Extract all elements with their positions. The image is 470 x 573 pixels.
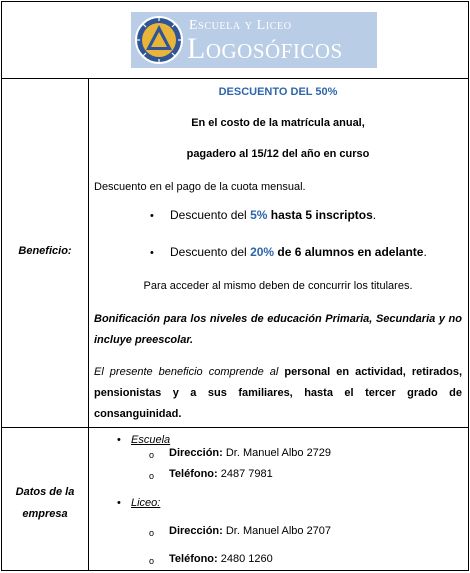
phone-line: Teléfono: 2480 1260 — [169, 553, 273, 565]
discount-item: Descuento del 5% hasta 5 inscriptos. — [170, 208, 377, 222]
access-text: Para acceder al mismo deben de concurrir los titulares. — [143, 280, 413, 292]
bullet-icon: • — [150, 247, 154, 259]
bonus-text: Bonificación para los niveles de educación Primaria, Secundaria y no incluye preescolar. — [94, 313, 462, 346]
circle-bullet-icon: o — [149, 528, 155, 538]
circle-bullet-icon: o — [149, 450, 155, 460]
empresa-label: Datos de la empresa — [15, 486, 75, 520]
school-logo — [131, 12, 377, 68]
row-divider — [2, 427, 468, 428]
circle-bullet-icon: o — [149, 556, 155, 566]
beneficiaries-note: El presente beneficio comprende al personal en actividad, retirados, pensionistas y a sus familiares, hasta el tercer grado de consanguinidad. — [94, 366, 462, 420]
header-divider — [2, 78, 468, 79]
beneficio-label: Beneficio: — [18, 245, 72, 257]
bullet-icon: • — [150, 210, 154, 222]
logo-line-1: Escuela y Liceo — [189, 18, 292, 33]
address-line: Dirección: Dr. Manuel Albo 2729 — [169, 447, 332, 459]
emblem-icon — [134, 15, 184, 65]
discount-item: Descuento del 20% de 6 alumnos en adelante. — [170, 245, 427, 259]
entity-name: Escuela — [131, 434, 171, 446]
phone-line: Teléfono: 2487 7981 — [169, 468, 273, 480]
discount-title: DESCUENTO DEL 50% — [218, 86, 338, 98]
entity-name: Liceo: — [131, 497, 161, 509]
matricula-line-1: En el costo de la matrícula anual, — [191, 117, 365, 129]
matricula-line-2: pagadero al 15/12 del año en curso — [186, 148, 370, 160]
circle-bullet-icon: o — [149, 471, 155, 481]
bullet-icon: • — [117, 497, 121, 509]
logo-line-2: Logosóficos — [187, 32, 343, 65]
monthly-discount-text: Descuento en el pago de la cuota mensual. — [94, 181, 306, 193]
address-line: Dirección: Dr. Manuel Albo 2707 — [169, 525, 332, 537]
bullet-icon: • — [117, 434, 121, 446]
